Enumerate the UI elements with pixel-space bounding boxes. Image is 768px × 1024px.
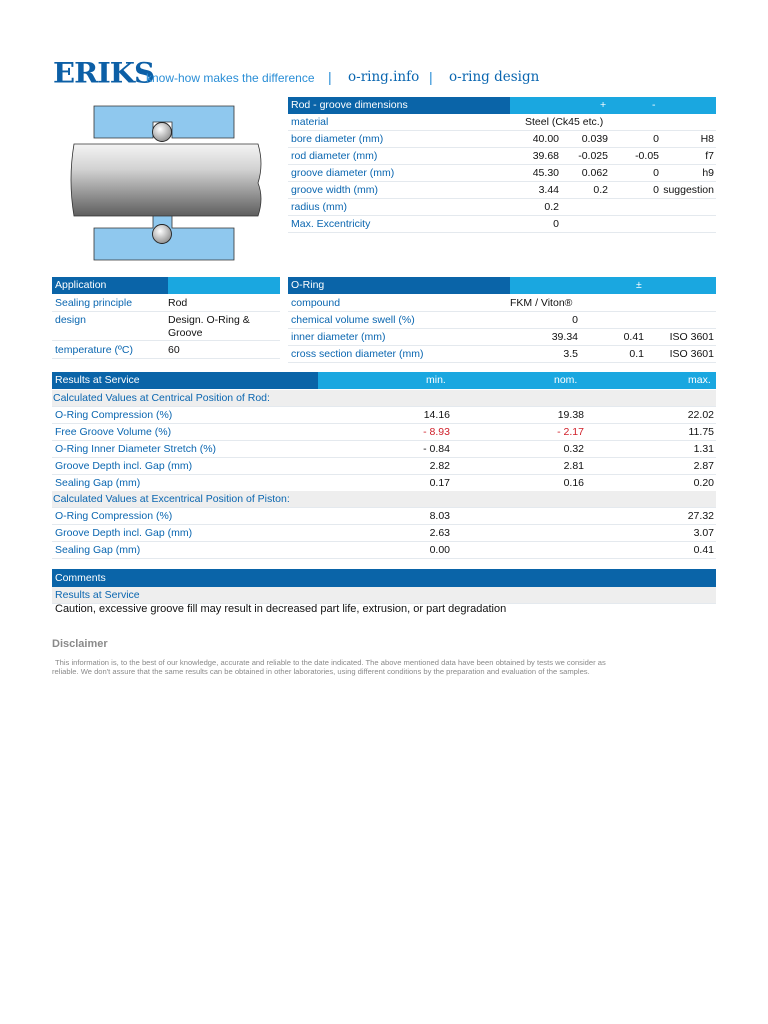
application-label: design	[55, 314, 86, 326]
result-min: 0.00	[429, 544, 450, 556]
oring-header-accent	[510, 277, 716, 294]
result-row	[52, 475, 716, 492]
separator: |	[429, 69, 433, 85]
result-row	[52, 542, 716, 559]
application-value: Design. O-Ring &	[168, 314, 250, 326]
result-nom: - 2.17	[557, 426, 584, 438]
groove-tolerance: suggestion	[663, 184, 714, 196]
comments-header	[52, 569, 716, 587]
result-label: O-Ring Inner Diameter Stretch (%)	[55, 443, 217, 455]
oring-tolerance: 0.1	[629, 348, 644, 360]
result-nom: 19.38	[557, 409, 584, 421]
application-row	[52, 312, 280, 341]
groove-plus: 0.2	[593, 184, 608, 196]
groove-row	[288, 114, 716, 131]
disclaimer-text-2: reliable. We don't assure that the same results can be obtained in other laboratories, using different conditions by the preparation and evaluation of the samples.	[52, 667, 590, 676]
application-header	[52, 277, 280, 294]
results-header	[52, 372, 716, 389]
result-row	[52, 407, 716, 424]
groove-value: 0	[553, 218, 559, 230]
oring-tolerance: 0.41	[623, 331, 644, 343]
groove-value: 40.00	[532, 133, 559, 145]
result-row	[52, 441, 716, 458]
result-nom: 2.81	[563, 460, 584, 472]
oring-header	[288, 277, 716, 294]
result-min: 8.03	[429, 510, 450, 522]
result-label: Groove Depth incl. Gap (mm)	[55, 460, 193, 472]
groove-header-accent	[510, 97, 716, 114]
application-value: 60	[168, 344, 180, 356]
oring-value: 39.34	[551, 331, 578, 343]
application-value-line2: Groove	[168, 327, 203, 339]
groove-plus: -0.025	[578, 150, 608, 162]
result-label: O-Ring Compression (%)	[55, 409, 173, 421]
results-title: Results at Service	[55, 374, 140, 386]
groove-minus: 0	[653, 133, 659, 145]
application-label: Sealing principle	[55, 297, 133, 309]
min-label: min.	[426, 374, 446, 386]
disclaimer-title: Disclaimer	[52, 638, 108, 650]
oring-row	[288, 346, 716, 363]
oring-value: 0	[572, 314, 578, 326]
oring-value: 3.5	[563, 348, 578, 360]
result-max: 11.75	[688, 426, 714, 438]
oring-label: compound	[291, 297, 341, 309]
oring-design-link[interactable]: o-ring design	[449, 69, 540, 85]
oring-value: FKM / Viton®	[510, 297, 573, 309]
comments-sub: Results at Service	[55, 589, 140, 601]
groove-label: radius (mm)	[291, 201, 348, 213]
comments-title: Comments	[55, 572, 106, 584]
result-nom: 0.16	[563, 477, 584, 489]
groove-minus: 0	[653, 167, 659, 179]
oring-title: O-Ring	[291, 279, 325, 291]
result-max: 27.32	[687, 510, 714, 522]
tagline: know-how makes the difference	[146, 71, 315, 85]
application-value: Rod	[168, 297, 188, 309]
groove-label: groove width (mm)	[291, 184, 378, 196]
excentric-section-title	[52, 491, 716, 508]
application-title: Application	[55, 279, 107, 291]
result-max: 1.31	[693, 443, 714, 455]
oring-row	[288, 295, 716, 312]
groove-value: 39.68	[532, 150, 559, 162]
result-row	[52, 525, 716, 542]
oring-label: chemical volume swell (%)	[291, 314, 415, 326]
plus-label: +	[600, 99, 607, 111]
groove-header	[288, 97, 716, 114]
disclaimer-text-1: This information is, to the best of our knowledge, accurate and reliable to the date indicated. The above mentioned data have been obtained by tests we consider as	[55, 658, 606, 667]
result-max: 0.41	[693, 544, 714, 556]
comments-text: Caution, excessive groove fill may result in decreased part life, extrusion, or part degradation	[55, 603, 507, 615]
oring-row	[288, 312, 716, 329]
groove-plus: 0.039	[581, 133, 608, 145]
oring-standard: ISO 3601	[669, 331, 714, 343]
result-nom: 0.32	[563, 443, 584, 455]
comments-subheader	[52, 587, 716, 604]
result-label: Free Groove Volume (%)	[55, 426, 172, 438]
groove-row	[288, 165, 716, 182]
groove-row	[288, 182, 716, 199]
rod-groove-diagram	[60, 104, 264, 264]
result-label: O-Ring Compression (%)	[55, 510, 173, 522]
central-title-text: Calculated Values at Centrical Position of Rod:	[53, 392, 270, 404]
excentric-title-text: Calculated Values at Excentrical Position of Piston:	[53, 493, 290, 505]
groove-row	[288, 131, 716, 148]
max-label: max.	[688, 374, 711, 386]
result-min: 2.82	[429, 460, 450, 472]
result-max: 3.07	[693, 527, 714, 539]
result-min: - 0.84	[423, 443, 450, 455]
result-min: 2.63	[429, 527, 450, 539]
oring-row	[288, 329, 716, 346]
groove-tolerance: H8	[700, 133, 714, 145]
groove-value: 0.2	[544, 201, 559, 213]
result-label: Sealing Gap (mm)	[55, 477, 141, 489]
groove-row	[288, 148, 716, 165]
result-min: 0.17	[429, 477, 450, 489]
minus-label: -	[652, 99, 656, 111]
oring-info-link[interactable]: o-ring.info	[348, 69, 420, 85]
result-min: - 8.93	[423, 426, 450, 438]
groove-label: material	[291, 116, 329, 128]
result-max: 0.20	[693, 477, 714, 489]
separator: |	[328, 69, 332, 85]
result-row	[52, 424, 716, 441]
groove-minus: -0.05	[635, 150, 659, 162]
groove-label: Max. Excentricity	[291, 218, 371, 230]
application-label: temperature (ºC)	[55, 344, 133, 356]
result-max: 2.87	[693, 460, 714, 472]
nom-label: nom.	[554, 374, 578, 386]
plus-minus-label: ±	[636, 279, 642, 291]
groove-tolerance: h9	[702, 167, 714, 179]
oring-standard: ISO 3601	[669, 348, 714, 360]
groove-minus: 0	[653, 184, 659, 196]
groove-row	[288, 199, 716, 216]
groove-label: rod diameter (mm)	[291, 150, 378, 162]
central-section-title	[52, 390, 716, 407]
groove-tolerance: f7	[705, 150, 714, 162]
groove-row	[288, 216, 716, 233]
results-header-accent	[318, 372, 716, 389]
application-row	[52, 342, 280, 359]
result-row	[52, 458, 716, 475]
groove-label: groove diameter (mm)	[291, 167, 395, 179]
result-label: Groove Depth incl. Gap (mm)	[55, 527, 193, 539]
groove-plus: 0.062	[581, 167, 608, 179]
application-row	[52, 295, 280, 312]
result-max: 22.02	[687, 409, 714, 421]
groove-value: 45.30	[532, 167, 559, 179]
application-header-accent	[168, 277, 280, 294]
groove-label: bore diameter (mm)	[291, 133, 384, 145]
groove-value: 3.44	[538, 184, 559, 196]
oring-label: cross section diameter (mm)	[291, 348, 424, 360]
result-row	[52, 508, 716, 525]
oring-label: inner diameter (mm)	[291, 331, 386, 343]
eriks-logo: ERIKS	[53, 56, 154, 90]
groove-title: Rod - groove dimensions	[291, 99, 408, 111]
groove-value: Steel (Ck45 etc.)	[525, 116, 604, 128]
result-min: 14.16	[423, 409, 450, 421]
result-label: Sealing Gap (mm)	[55, 544, 141, 556]
